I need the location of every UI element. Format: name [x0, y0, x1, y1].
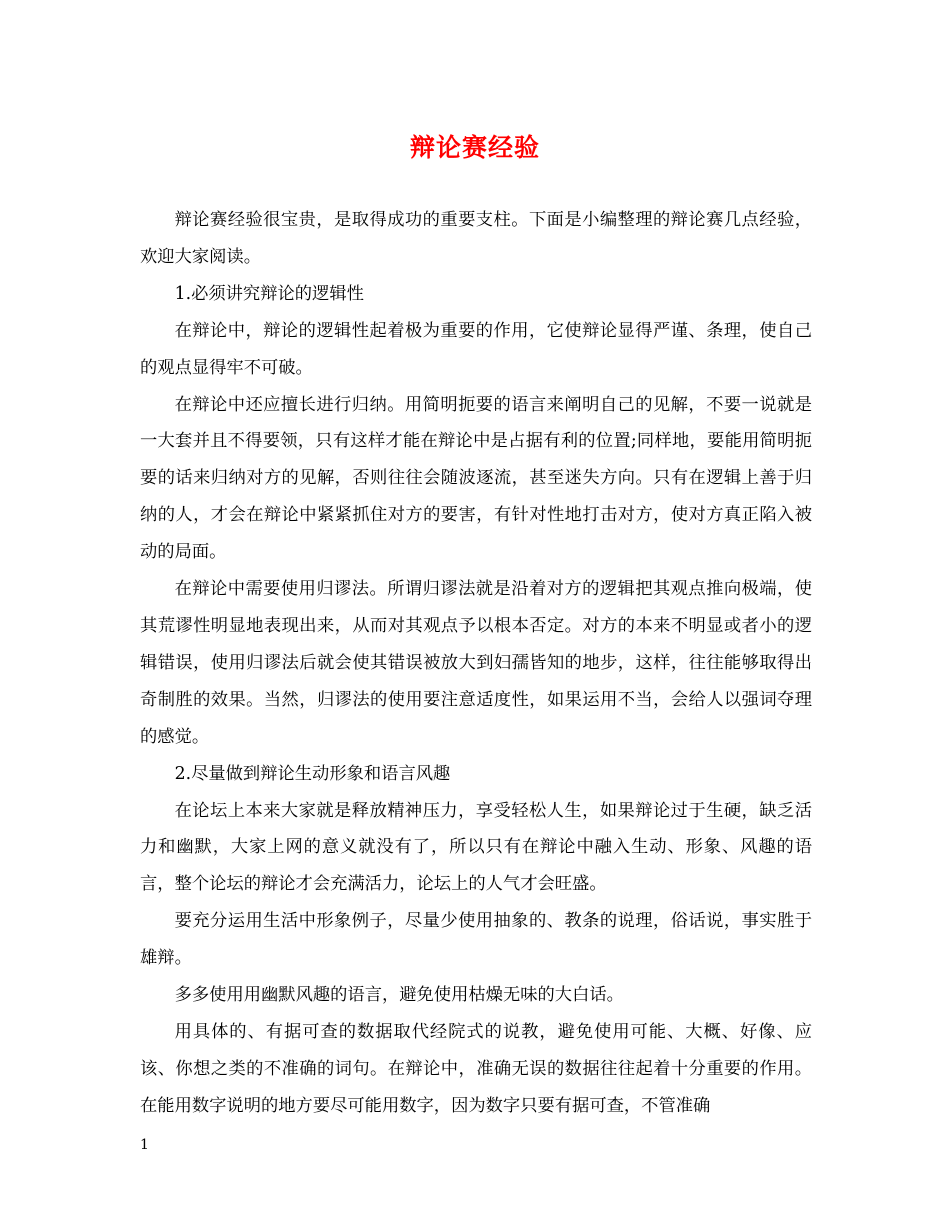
paragraph-forum-vitality: 在论坛上本来大家就是释放精神压力，享受轻松人生，如果辩论过于生硬，缺乏活力和幽默，大家上网的意义就没有了，所以只有在辩论中融入生动、形象、风趣的语言，整个论坛的辩论才会充满活力，论坛上的人气才会旺盛。 — [140, 800, 812, 895]
paragraph-examples: 要充分运用生活中形象例子，尽量少使用抽象的、教条的说理，俗话说，事实胜于雄辩。 — [140, 911, 812, 969]
document-body — [140, 202, 812, 1125]
paragraph-reductio: 在辩论中需要使用归谬法。所谓归谬法就是沿着对方的逻辑把其观点推向极端，使其荒谬性明显地表现出来，从而对其观点予以根本否定。对方的本来不明显或者小的逻辑错误，使用归谬法后就会使其错误被放大到妇孺皆知的地步，这样，往往能够取得出奇制胜的效果。当然，归谬法的使用要注意适度性，如果运用不当，会给人以强词夺理的感觉。 — [140, 579, 812, 747]
paragraph-induction: 在辩论中还应擅长进行归纳。用简明扼要的语言来阐明自己的见解，不要一说就是一大套并且不得要领，只有这样才能在辩论中是占据有利的位置;同样地，要能用简明扼要的话来归纳对方的见解，否则往往会随波逐流，甚至迷失方向。只有在逻辑上善于归纳的人，才会在辩论中紧紧抓住对方的要害，有针对性地打击对方，使对方真正陷入被动的局面。 — [140, 394, 812, 563]
section-heading-vivid-language: 2.尽量做到辩论生动形象和语言风趣 — [174, 763, 451, 784]
paragraph-data: 用具体的、有据可查的数据取代经院式的说教，避免使用可能、大概、好像、应该、你想之类的不准确的词句。在辩论中，准确无误的数据往往起着十分重要的作用。在能用数字说明的地方要尽可能用数字，因为数字只要有据可查，不管准确 — [140, 1021, 812, 1116]
document-title: 辩论赛经验 — [409, 133, 540, 162]
paragraph-intro: 辩论赛经验很宝贵，是取得成功的重要支柱。下面是小编整理的辩论赛几点经验，欢迎大家阅读。 — [140, 210, 812, 267]
paragraph-logic-importance: 在辩论中，辩论的逻辑性起着极为重要的作用，它使辩论显得严谨、条理，使自己的观点显得牢不可破。 — [140, 320, 812, 378]
section-heading-logic: 1.必须讲究辩论的逻辑性 — [174, 283, 364, 304]
page-number: 1 — [140, 1137, 149, 1153]
paragraph-humor: 多多使用用幽默风趣的语言，避免使用枯燥无味的大白话。 — [174, 985, 624, 1006]
